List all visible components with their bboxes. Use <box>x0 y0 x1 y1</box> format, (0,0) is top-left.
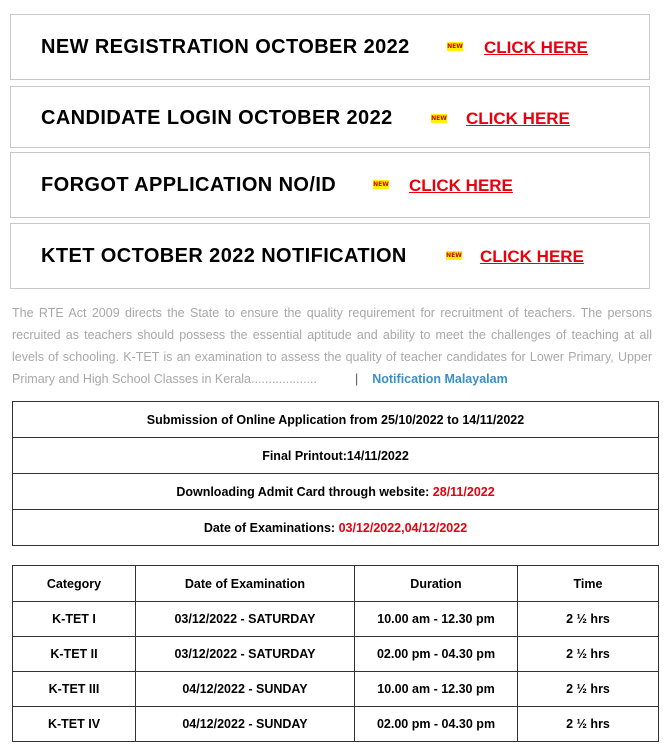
notification-box <box>10 223 650 289</box>
date-cell: 03/12/2022 - SATURDAY <box>136 602 355 637</box>
date-cell: 04/12/2022 - SUNDAY <box>136 707 355 742</box>
new-badge-icon: NEW <box>447 43 463 50</box>
column-header: Duration <box>355 566 518 602</box>
intro-paragraph <box>12 302 652 390</box>
admit-card-row <box>13 474 659 510</box>
duration-cell: 10.00 am - 12.30 pm <box>355 602 518 637</box>
new-badge-icon: NEW <box>431 115 447 122</box>
forgot-application-link[interactable]: CLICK HERE <box>409 176 513 195</box>
duration-cell: 10.00 am - 12.30 pm <box>355 672 518 707</box>
separator: | <box>354 372 359 386</box>
exam-dates-label: Date of Examinations: <box>203 520 339 535</box>
exam-dates-row <box>13 510 659 546</box>
notification-link[interactable]: CLICK HERE <box>480 247 584 266</box>
new-registration-box <box>10 14 650 80</box>
new-badge-icon: NEW <box>373 181 389 188</box>
candidate-login-box <box>10 86 650 148</box>
duration-cell: 02.00 pm - 04.30 pm <box>355 707 518 742</box>
column-header: Category <box>13 566 136 602</box>
notification-malayalam-link[interactable]: Notification Malayalam <box>372 372 508 386</box>
category-cell: K-TET IV <box>13 707 136 742</box>
date-cell: 03/12/2022 - SATURDAY <box>136 637 355 672</box>
time-cell: 2 ½ hrs <box>518 707 659 742</box>
table-row <box>13 510 659 546</box>
category-cell: K-TET I <box>13 602 136 637</box>
admit-card-date: 28/11/2022 <box>432 484 495 499</box>
new-registration-title: NEW REGISTRATION OCTOBER 2022 <box>41 36 410 58</box>
intro-text: The RTE Act 2009 directs the State to ensure the quality requirement for recruitment of teachers. The persons recruited as teachers should possess the essential aptitude and ability to meet the challenges of teaching at all levels of schooling. K-TET is an examination to assess the quality of teacher candidates for Lower Primary, Upper Primary and High School Classes in Kerala................... <box>12 306 652 386</box>
submission-dates: Submission of Online Application from 25/10/2022 to 14/11/2022 <box>13 402 659 438</box>
table-row <box>13 438 659 474</box>
important-dates-table <box>12 401 659 546</box>
category-cell: K-TET II <box>13 637 136 672</box>
time-cell: 2 ½ hrs <box>518 672 659 707</box>
table-row <box>13 402 659 438</box>
candidate-login-link[interactable]: CLICK HERE <box>466 109 570 128</box>
column-header: Date of Examination <box>136 566 355 602</box>
category-cell: K-TET III <box>13 672 136 707</box>
exam-dates-value: 03/12/2022,04/12/2022 <box>338 520 468 535</box>
time-cell: 2 ½ hrs <box>518 637 659 672</box>
time-cell: 2 ½ hrs <box>518 602 659 637</box>
table-header-row <box>13 566 659 602</box>
table-row <box>13 672 659 707</box>
exam-schedule-table <box>12 565 659 742</box>
duration-cell: 02.00 pm - 04.30 pm <box>355 637 518 672</box>
table-row <box>13 602 659 637</box>
column-header: Time <box>518 566 659 602</box>
notification-title: KTET OCTOBER 2022 NOTIFICATION <box>41 245 407 267</box>
table-row <box>13 707 659 742</box>
date-cell: 04/12/2022 - SUNDAY <box>136 672 355 707</box>
forgot-application-title: FORGOT APPLICATION NO/ID <box>41 174 337 196</box>
table-row <box>13 474 659 510</box>
final-printout: Final Printout:14/11/2022 <box>13 438 659 474</box>
admit-card-label: Downloading Admit Card through website: <box>176 484 433 499</box>
new-registration-link[interactable]: CLICK HERE <box>484 38 588 57</box>
forgot-application-box <box>10 152 650 218</box>
new-badge-icon: NEW <box>446 252 462 259</box>
candidate-login-title: CANDIDATE LOGIN OCTOBER 2022 <box>41 107 393 129</box>
table-row <box>13 637 659 672</box>
